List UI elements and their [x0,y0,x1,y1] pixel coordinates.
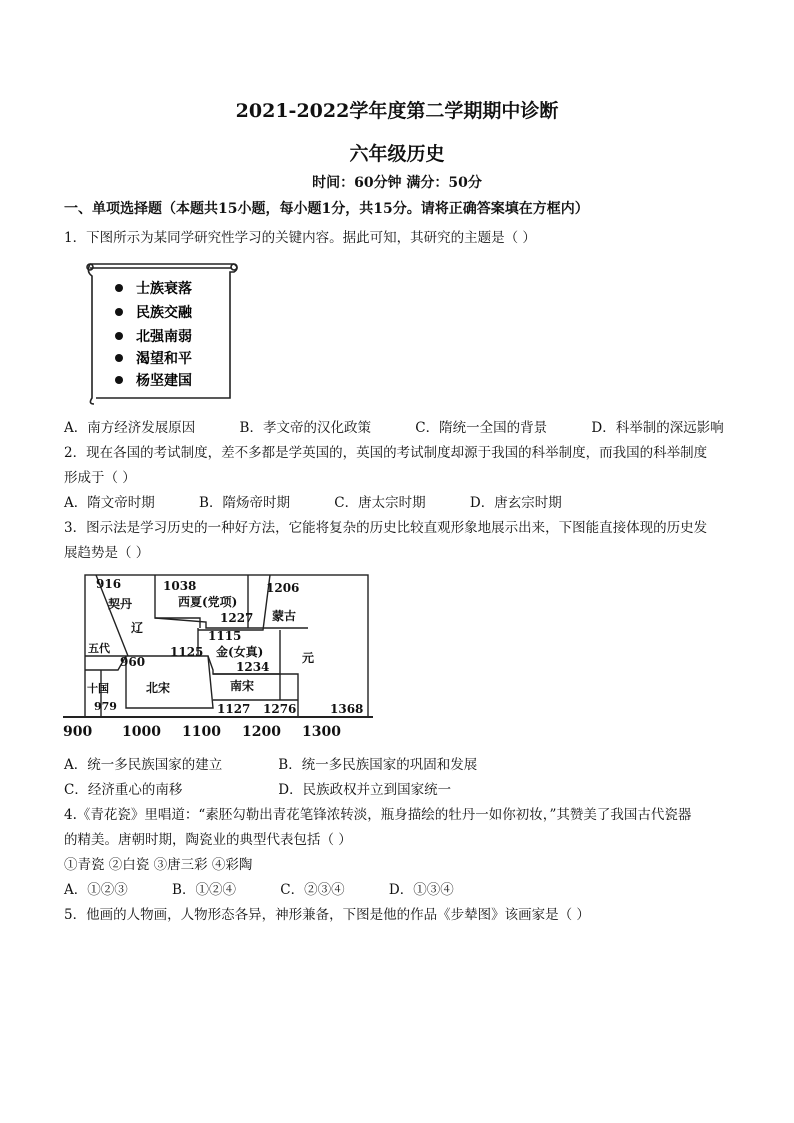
scroll-item: 渴望和平 [136,351,192,367]
label-jin: 金(女真) [216,645,264,659]
label-beisong: 北宋 [146,681,171,695]
dynasty-timeline-diagram [58,570,380,740]
label-1234: 1234 [236,660,270,674]
question-2-stem-line2: 形成于（ ） [64,470,136,486]
bullet-icon [115,284,123,292]
option-d[interactable]: D．唐玄宗时期 [469,495,562,511]
option-c[interactable]: C．唐太宗时期 [334,495,426,511]
option-b[interactable]: B．统一多民族国家的巩固和发展 [278,757,478,773]
label-1276: 1276 [263,702,297,716]
option-a[interactable]: A．隋文帝时期 [64,495,155,511]
axis-tick-label: 1100 [182,724,221,740]
label-1127: 1127 [217,702,251,716]
option-b[interactable]: B．隋炀帝时期 [199,495,290,511]
scroll-item: 杨坚建国 [136,373,192,389]
option-c[interactable]: C．隋统一全国的背景 [415,420,548,436]
option-a[interactable]: A．①②③ [64,882,128,898]
label-wudai: 五代 [88,642,110,655]
scroll-item: 北强南弱 [136,329,192,345]
label-1115: 1115 [208,629,242,643]
bullet-icon [115,376,123,384]
option-d[interactable]: D．①③④ [388,882,454,898]
option-a[interactable]: A．统一多民族国家的建立 [64,757,223,773]
question-1-options [64,416,764,436]
label-liao: 辽 [131,621,144,635]
option-d[interactable]: D．科举制的深远影响 [591,420,724,436]
exam-time-score: 时间：60分钟 满分：50分 [312,175,482,191]
question-4-options [64,878,494,898]
option-b[interactable]: B．孝文帝的汉化政策 [239,420,371,436]
label-916: 916 [96,577,122,591]
option-d[interactable]: D．民族政权并立到国家统一 [278,782,452,798]
question-3-options-row2 [64,778,451,798]
label-1368: 1368 [330,702,364,716]
bullet-icon [115,332,123,340]
section-heading: 一、单项选择题（本题共15小题，每小题1分，共15分。请将正确答案填在方框内） [64,201,589,217]
label-960: 960 [120,655,146,669]
label-yuan: 元 [302,651,315,665]
axis-tick-label: 1200 [242,724,281,740]
exam-title: 2021-2022学年度第二学期期中诊断 [235,100,559,122]
label-1038: 1038 [163,579,197,593]
scroll-item: 民族交融 [136,305,192,321]
question-4-items: ①青瓷 ②白瓷 ③唐三彩 ④彩陶 [64,857,253,873]
axis-tick-label: 1300 [302,724,341,740]
question-3-options-row1 [64,753,477,773]
option-b[interactable]: B．①②④ [172,882,236,898]
question-2-options [64,491,602,511]
label-1206: 1206 [266,581,300,595]
scroll-item: 士族衰落 [136,281,192,297]
question-2-stem-line1: 2．现在各国的考试制度，差不多都是学英国的，英国的考试制度却源于我国的科举制度，而我国的科举制度 [64,445,708,461]
label-1227: 1227 [220,611,254,625]
question-3-stem-line2: 展趋势是（ ） [64,545,150,561]
exam-subject: 六年级历史 [349,143,445,165]
label-nansong: 南宋 [230,679,255,693]
option-c[interactable]: C．②③④ [280,882,345,898]
axis-tick-label: 900 [63,724,93,740]
label-979: 979 [94,700,117,713]
label-1125: 1125 [170,645,204,659]
question-3-stem-line1: 3．图示法是学习历史的一种好方法，它能将复杂的历史比较直观形象地展示出来，下图能直接体现的历史发 [64,520,708,536]
option-c[interactable]: C．经济重心的南移 [64,782,183,798]
question-4-stem-line2: 的精美。唐朝时期，陶瓷业的典型代表包括（ ） [64,832,352,848]
question-5-stem: 5．他画的人物画，人物形态各异，神形兼备，下图是他的作品《步辇图》该画家是（ ） [64,907,590,923]
option-a[interactable]: A．南方经济发展原因 [64,420,196,436]
bullet-icon [115,308,123,316]
question-4-stem-line1: 4.《青花瓷》里唱道：“素胚勾勒出青花笔锋浓转淡，瓶身描绘的牡丹一如你初妆，”其赞美了我国古代瓷器 [64,807,692,823]
label-mongol: 蒙古 [272,609,297,623]
label-shiguo: 十国 [87,682,109,695]
label-khitan: 契丹 [108,597,133,611]
label-xixia: 西夏(党项) [178,595,238,609]
scroll-figure [82,258,242,406]
question-1-stem: 1．下图所示为某同学研究性学习的关键内容。据此可知，其研究的主题是（ ） [64,230,536,246]
axis-tick-label: 1000 [122,724,161,740]
scroll-items [115,280,193,389]
bullet-icon [115,354,123,362]
